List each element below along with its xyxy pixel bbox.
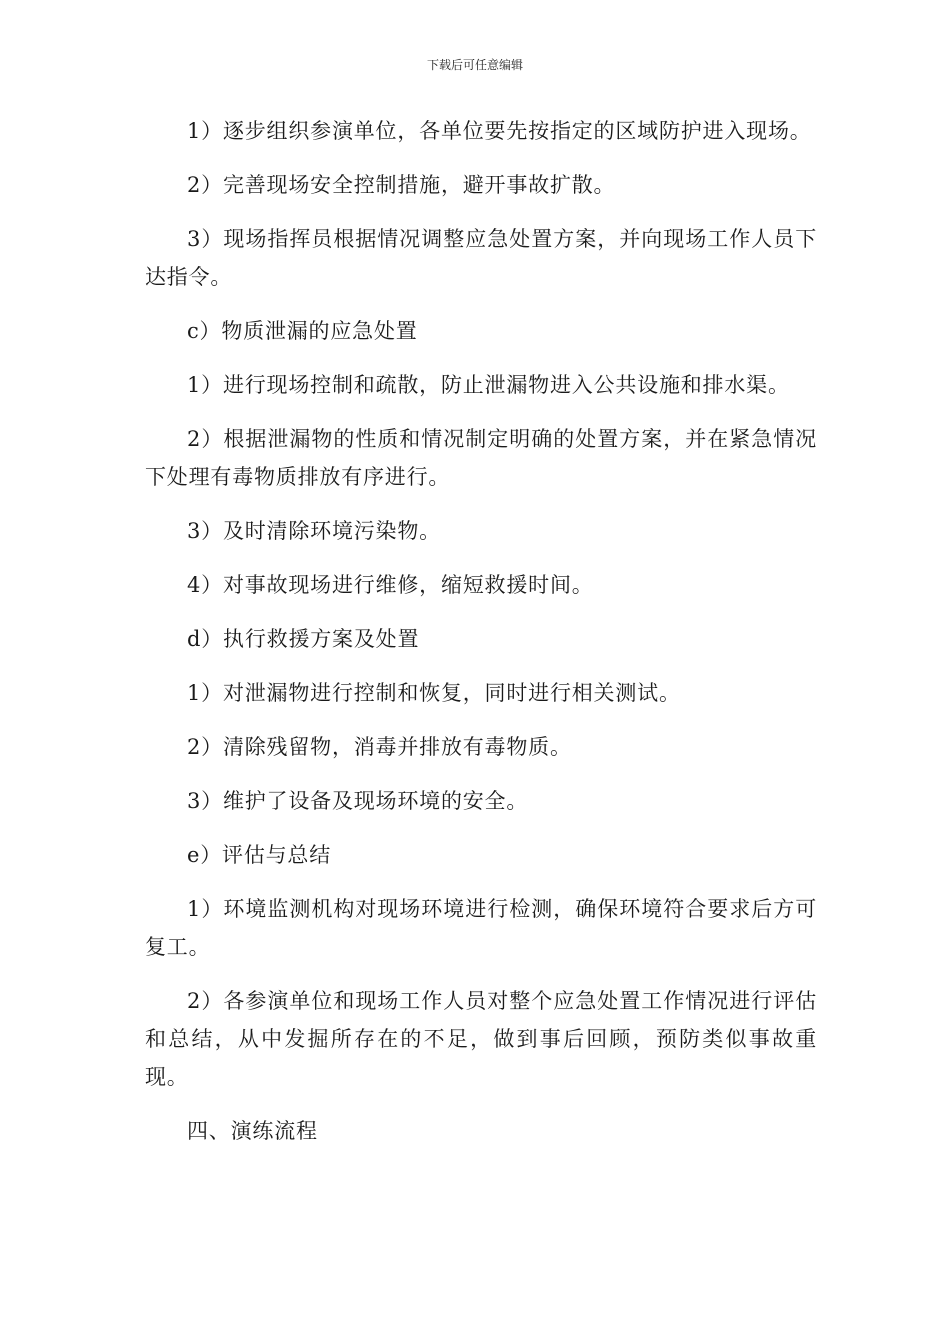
paragraph: 2）清除残留物，消毒并排放有毒物质。 <box>187 735 572 759</box>
section-heading: c）物质泄漏的应急处置 <box>187 319 418 343</box>
paragraph: 1）逐步组织参演单位，各单位要先按指定的区域防护进入现场。 <box>187 119 812 143</box>
paragraph: 1）对泄漏物进行控制和恢复，同时进行相关测试。 <box>187 681 681 705</box>
paragraph: 1）进行现场控制和疏散，防止泄漏物进入公共设施和排水渠。 <box>187 373 790 397</box>
chapter-heading: 四、演练流程 <box>187 1119 318 1143</box>
paragraph: 2）各参演单位和现场工作人员对整个应急处置工作情况进行评估和总结，从中发掘所存在的不足，做到事后回顾，预防类似事故重现。 <box>145 989 817 1089</box>
paragraph: 2）完善现场安全控制措施，避开事故扩散。 <box>187 173 616 197</box>
section-heading: e）评估与总结 <box>187 843 332 867</box>
paragraph: 3）维护了设备及现场环境的安全。 <box>187 789 529 813</box>
page-header: 下载后可任意编辑 <box>426 58 523 72</box>
section-heading: d）执行救援方案及处置 <box>187 627 420 651</box>
paragraph: 1）环境监测机构对现场环境进行检测，确保环境符合要求后方可复工。 <box>145 897 817 959</box>
paragraph: 3）现场指挥员根据情况调整应急处置方案，并向现场工作人员下达指令。 <box>145 227 817 289</box>
paragraph: 3）及时清除环境污染物。 <box>187 519 441 543</box>
paragraph: 4）对事故现场进行维修，缩短救援时间。 <box>187 573 594 597</box>
paragraph: 2）根据泄漏物的性质和情况制定明确的处置方案，并在紧急情况下处理有毒物质排放有序进行。 <box>145 427 817 489</box>
document-body <box>145 112 817 1166</box>
